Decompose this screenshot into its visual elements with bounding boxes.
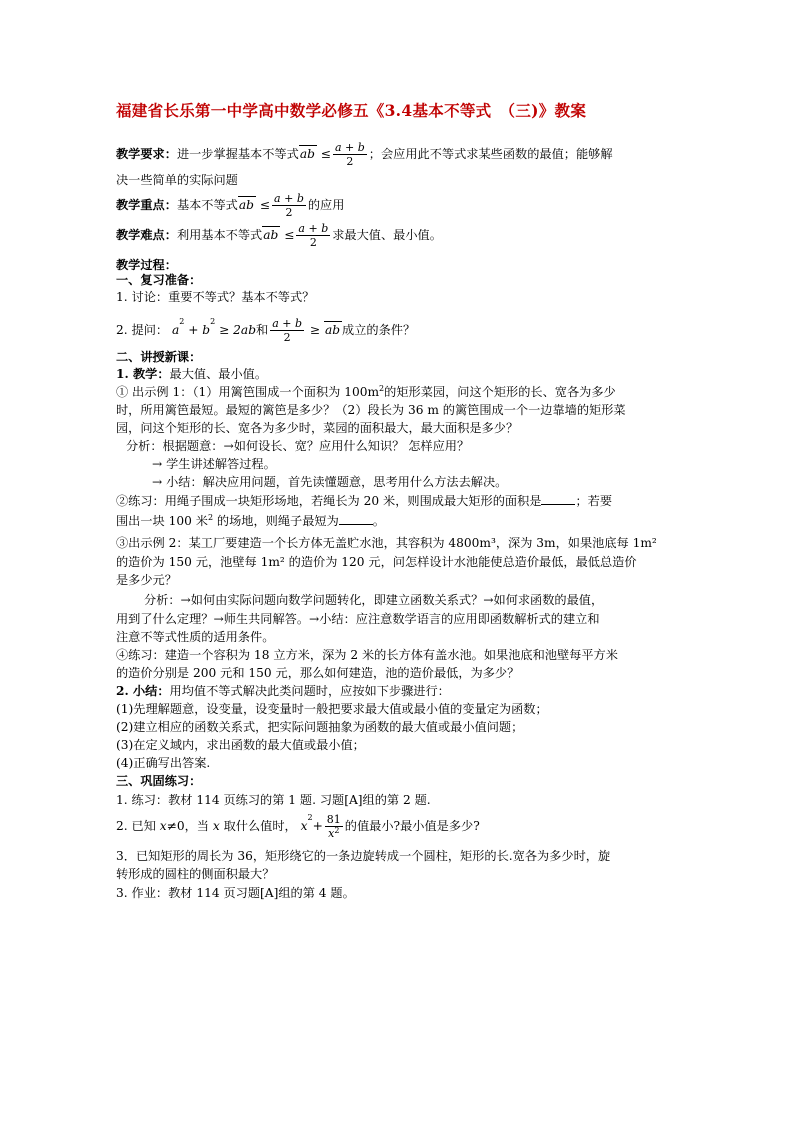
review-l2-pre: 2. 提问： — [116, 323, 169, 337]
req-label: 教学要求： — [116, 147, 177, 161]
example-1-line-b: 时，所用篱笆最短。最短的篱笆是多少？（2）段长为 36 m 的篱笆围成一个一边靠墙的矩形菜 — [116, 403, 626, 417]
consolidation-line-2: 2. 已知 x≠0，当 x 取什么值时， $x^2+$ $\frac{81}{x^2}$ 的值最小?最小值是多少? — [116, 813, 480, 840]
ge-sign: ≥ — [309, 323, 321, 337]
sqrt-ab: ab — [324, 323, 341, 337]
teaching-key-point — [116, 192, 344, 219]
lesson-point-1: 1. 教学：最大值、最小值。 — [116, 367, 268, 381]
practice-2-line-a: ②练习：用绳子围成一块矩形场地，若绳长为 20 米，则围成最大矩形的面积是 ；若要 — [116, 494, 613, 508]
sqrt-ab: ab — [299, 147, 315, 161]
example-2-line-b: 的造价为 150 元，池壁每 1m² 的造价为 120 元，问怎样设计水池能使总造价最低，最低总造价 — [116, 555, 637, 569]
step-1: (1)先理解题意，设变量，设变量时一般把要求最大值或最小值的变量定为函数； — [116, 702, 548, 716]
le-sign: ≤ — [284, 228, 295, 242]
diff-label: 教学难点： — [116, 228, 177, 242]
summary-line: 2. 小结：用均值不等式解决此类问题时，应按如下步骤进行： — [116, 684, 450, 698]
review-l2-post: 成立的条件？ — [342, 323, 416, 337]
answer-blank — [339, 513, 373, 525]
step-3: (3)在定义域内，求出函数的最大值或最小值； — [116, 738, 365, 752]
le-sign: ≤ — [259, 198, 271, 212]
key-pre: 基本不等式 — [176, 198, 238, 212]
section-new-lesson-heading: 二、讲授新课： — [116, 350, 202, 364]
analysis-3: → 小结：解决应用问题，首先读懂题意，思考用什么方法去解决。 — [152, 475, 508, 489]
sqrt-ab: ab — [238, 198, 254, 212]
example-2-line-a: ③出示例 2：某工厂要建造一个长方体无盖贮水池，其容积为 4800m³，深为 3m，如果池底每 1m² — [116, 536, 657, 550]
analysis-1: 分析：根据题意：→如何设长、宽？应用什么知识？ 怎样应用？ — [126, 439, 470, 453]
var-a: a — [171, 323, 180, 337]
section-consolidation-heading: 三、巩固练习： — [116, 774, 202, 788]
consolidation-line-3b: 转形成的圆柱的侧面积最大？ — [116, 867, 275, 881]
analysis-6: 注意不等式性质的适用条件。 — [116, 630, 275, 644]
practice-2-line-b: 围出一块 100 米$^2$ 的场地，则绳子最短为 。 — [116, 513, 385, 528]
example-1-line-c: 园，问这个矩形的长、宽各为多少时，菜园的面积最大，最大面积是多少？ — [116, 421, 519, 435]
var-b: b — [202, 323, 211, 337]
teaching-requirement — [116, 141, 613, 168]
fraction-81-over-x2: $\frac{81}{x^2}$ — [326, 813, 341, 840]
example-1-line-a: ① 出示例 1：（1）用篱笆围成一个面积为 $100m^2$的矩形菜园，问这个矩形的长、宽各为多少 — [116, 384, 616, 399]
answer-blank — [541, 493, 575, 505]
diff-pre: 利用基本不等式 — [176, 228, 263, 242]
req-continuation: 决一些简单的实际问题 — [116, 173, 238, 187]
le-sign: ≤ — [320, 147, 331, 161]
step-2: (2)建立相应的函数关系式，把实际问题抽象为函数的最大值或最小值问题； — [116, 720, 524, 734]
ge-sign: ≥ — [219, 323, 230, 337]
fraction-a-plus-b-over-2: $\frac{a + b}{2}$ — [298, 222, 329, 249]
analysis-5: 用到了什么定理？→师生共同解答。→小结：应注意数学语言的应用即函数解析式的建立和 — [116, 612, 600, 626]
req-post: ；会应用此不等式求某些函数的最值；能够解 — [368, 147, 613, 161]
example-2-line-c: 是多少元？ — [116, 573, 177, 587]
analysis-4: 分析：→如何由实际问题向数学问题转化，即建立函数关系式？→如何求函数的最值， — [144, 593, 604, 607]
fraction-a-plus-b-over-2: $\frac{a + b}{2}$ — [272, 317, 302, 344]
practice-4-line-b: 的造价分别是 200 元和 150 元，那么如何建造，池的造价最低，为多少？ — [116, 666, 520, 680]
diff-post: 求最大值、最小值。 — [332, 228, 442, 242]
two-ab: 2ab — [233, 323, 256, 337]
analysis-2: → 学生讲述解答过程。 — [152, 457, 276, 471]
fraction-a-plus-b-over-2: $\frac{a + b}{2}$ — [274, 192, 304, 219]
homework-line: 3. 作业：教材 114 页习题[A]组的第 4 题。 — [116, 886, 355, 900]
teaching-difficulty — [116, 222, 442, 249]
sqrt-ab: ab — [263, 228, 279, 242]
review-line-1: 1. 讨论：重要不等式？基本不等式？ — [116, 290, 315, 304]
req-pre: 进一步掌握基本不等式 — [176, 147, 299, 161]
fraction-a-plus-b-over-2: $\frac{a + b}{2}$ — [334, 141, 365, 168]
step-4: (4)正确写出答案. — [116, 756, 211, 770]
key-label: 教学重点： — [116, 198, 177, 212]
process-heading: 教学过程： — [116, 258, 177, 272]
and-word: 和 — [256, 323, 269, 337]
consolidation-line-3a: 3．已知矩形的周长为 36，矩形绕它的一条边旋转成一个圆柱，矩形的长.宽各为多少时，旋 — [116, 849, 611, 863]
practice-4-line-a: ④练习：建造一个容积为 18 立方米，深为 2 米的长方体有盖水池。如果池底和池壁每平方米 — [116, 648, 618, 662]
review-line-2: 2. 提问： $a^2 + b^2 \ge 2ab$和 $\frac{a + b}{2}$ ≥ ab 成立的条件？ — [116, 317, 416, 344]
page-title: 福建省长乐第一中学高中数学必修五《3.4基本不等式 （三)》教案 — [116, 101, 587, 120]
key-post: 的应用 — [307, 198, 345, 212]
section-review-heading: 一、复习准备： — [116, 273, 202, 287]
consolidation-line-1: 1. 练习：教材 114 页练习的第 1 题. 习题[A]组的第 2 题. — [116, 793, 431, 807]
